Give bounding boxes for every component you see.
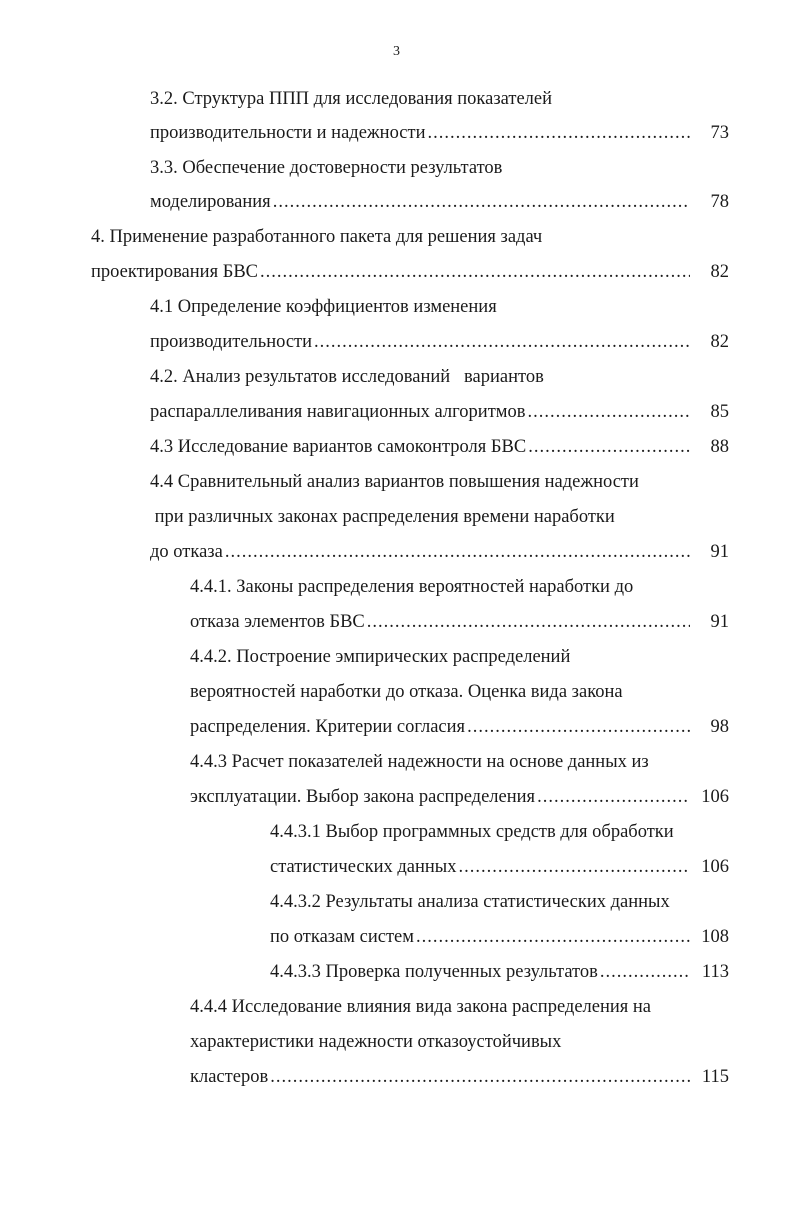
toc-entry-4-4-4-line-3 [190,1061,690,1093]
toc-entry-4-4-2-line-2 [190,676,623,708]
toc-entry-4-1-line-2 [150,326,690,358]
toc-entry-4-line-1 [91,221,542,253]
leader-dots [467,711,690,743]
toc-page-4-4-3-1: 106 [701,857,729,877]
toc-text: характеристики надежности отказоустойчивых [190,1032,562,1052]
toc-entry-3-2-line-2 [150,117,690,149]
toc-page-4-4-3-3: 113 [701,962,729,982]
toc-text: 4.4.3.1 Выбор программных средств для обработки [270,822,674,842]
toc-page-4-3: 88 [710,437,729,457]
toc-entry-3-3-line-1 [150,152,502,184]
toc-page-4-4-3-2: 108 [701,927,729,947]
toc-entry-4-4-1-line-2 [190,606,690,638]
toc-entry-4-4-line-2 [150,501,615,533]
leader-dots [459,851,691,883]
toc-text: производительности [150,332,313,352]
toc-entry-4-1-line-1 [150,291,497,323]
toc-entry-4-4-3-line-1 [190,746,649,778]
leader-dots [260,256,690,288]
toc-text: 4.4.4 Исследование влияния вида закона распределения на [190,997,652,1017]
toc-entry-4-4-line-1 [150,466,639,498]
leader-dots [225,536,690,568]
toc-entry-4-4-3-2-line-1 [270,886,670,918]
toc-text: до отказа [150,542,223,562]
toc-page-4: 82 [710,262,729,282]
toc-entry-4-2-line-1 [150,361,544,393]
toc-text: производительности и надежности [150,123,426,143]
leader-dots [428,117,691,149]
toc-entry-3-3-line-2 [150,186,690,218]
toc-page-4-2: 85 [710,402,729,422]
toc-page-4-4-2: 98 [710,717,729,737]
toc-text: 4.4.3 Расчет показателей надежности на основе данных из [190,752,649,772]
leader-dots [367,606,690,638]
toc-text: 4.1 Определение коэффициентов изменения [150,297,497,317]
toc-text: 4.4 Сравнительный анализ вариантов повышения надежности [150,472,639,492]
leader-dots [314,326,690,358]
leader-dots [527,396,690,428]
toc-entry-4-4-1-line-1 [190,571,633,603]
toc-entry-4-4-3-1-line-1 [270,816,674,848]
leader-dots [537,781,690,813]
leader-dots [416,921,690,953]
toc-text: 4. Применение разработанного пакета для решения задач [91,227,543,247]
toc-text: 4.4.2. Построение эмпирических распределений [190,647,571,667]
toc-entry-4-4-2-line-1 [190,641,570,673]
toc-text: 4.3 Исследование вариантов самоконтроля БВС [150,437,527,457]
toc-entry-4-3-line-1 [150,431,690,463]
toc-text: 4.4.1. Законы распределения вероятностей наработки до [190,577,634,597]
toc-text: моделирования [150,192,271,212]
leader-dots [270,1061,690,1093]
toc-text: эксплуатации. Выбор закона распределения [190,787,536,807]
toc-text: статистических данных [270,857,457,877]
toc-text: проектирования БВС [91,262,259,282]
page-number: 3 [393,44,400,59]
leader-dots [600,956,690,988]
toc-page-4-4-4: 115 [701,1067,729,1087]
toc-text: кластеров [190,1067,269,1087]
toc-entry-4-4-4-line-2 [190,1026,561,1058]
toc-text: распараллеливания навигационных алгоритмов [150,402,526,422]
toc-text: 4.4.3.3 Проверка полученных результатов [270,962,598,982]
toc-text: 3.2. Структура ППП для исследования показателей [150,89,553,109]
toc-entry-4-line-2 [91,256,690,288]
toc-page-4-1: 82 [710,332,729,352]
toc-entry-4-4-line-3 [150,536,690,568]
toc-text: распределения. Критерии согласия [190,717,466,737]
toc-entry-4-4-3-2-line-2 [270,921,690,953]
toc-page-4-4: 91 [710,542,729,562]
toc-page-4-4-3: 106 [701,787,729,807]
toc-entry-3-2-line-1 [150,83,552,115]
leader-dots [528,431,690,463]
toc-text: вероятностей наработки до отказа. Оценка вида закона [190,682,623,702]
toc-page-3-2: 73 [710,123,729,143]
toc-text: отказа элементов БВС [190,612,365,632]
toc-entry-4-4-4-line-1 [190,991,651,1023]
toc-entry-4-2-line-2 [150,396,690,428]
toc-entry-4-4-3-line-2 [190,781,690,813]
leader-dots [273,186,690,218]
toc-text: 3.3. Обеспечение достоверности результатов [150,158,503,178]
toc-page-3-3: 78 [710,192,729,212]
toc-text: 4.2. Анализ результатов исследований вариантов [150,367,544,387]
toc-text: при различных законах распределения времени наработки [150,507,615,527]
toc-entry-4-4-3-3-line-1 [270,956,690,988]
toc-entry-4-4-2-line-3 [190,711,690,743]
toc-entry-4-4-3-1-line-2 [270,851,690,883]
toc-page-4-4-1: 91 [710,612,729,632]
toc-text: 4.4.3.2 Результаты анализа статистических данных [270,892,670,912]
toc-text: по отказам систем [270,927,414,947]
